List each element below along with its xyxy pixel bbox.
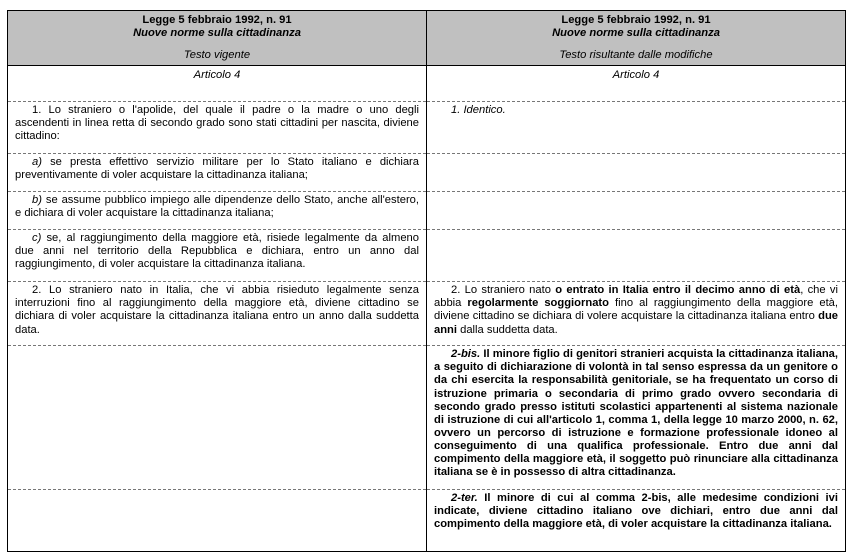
comma-2-bis-right: [427, 346, 846, 490]
table-row: [8, 102, 846, 154]
table-row: [8, 346, 846, 490]
letter-a-text: se presta effettivo servizio militare per lo Stato italiano e dichiara preventivamente di voler acquistare la cittadinanza italiana;: [15, 156, 419, 182]
comma-2-ter-text: Il minore di cui al comma 2-bis, alle medesime condizioni ivi indicate, diviene cittadino italiano ove dichiari, entro due anni dal compimento della maggiore età, di voler acquistare la cittadinanza italiana.: [434, 492, 838, 531]
column-label-left: Testo vigente: [183, 49, 251, 62]
comma-2-modified-text: [434, 284, 838, 336]
letter-b-label: b): [32, 194, 42, 207]
header-row: [8, 11, 846, 66]
header-left: [8, 11, 427, 66]
comma-2-ter-left: [8, 490, 427, 552]
table-row: [8, 192, 846, 230]
table-row: [8, 230, 846, 282]
letter-c-paragraph: [15, 232, 419, 271]
letter-b-left: [8, 192, 427, 230]
comma-1-right: [427, 102, 846, 154]
comma-2-left: [8, 282, 427, 346]
letter-c-left: [8, 230, 427, 282]
letter-b-text: se assume pubblico impiego alle dipendenze dello Stato, anche all'estero, e dichiara di voler acquistare la cittadinanza italiana;: [15, 194, 419, 220]
column-label-right: Testo risultante dalle modifiche: [559, 49, 713, 62]
comma-2-ter-right: [427, 490, 846, 552]
comma-2-text: 2. Lo straniero nato in Italia, che vi abbia risieduto legalmente senza interruzioni fino al raggiungimento della maggiore età, diviene cittadino se dichiara di voler acquistare la cittadinanza italiana entro un anno dalla suddetta data.: [15, 284, 419, 336]
article-heading-right: Articolo 4: [427, 66, 846, 102]
comma-2-bis-label: 2-bis.: [451, 348, 481, 361]
comma-2-part: , che vi abbia: [434, 284, 838, 310]
comma-1-text: 1. Lo straniero o l'apolide, del quale il padre o la madre o uno degli ascendenti in linea retta di secondo grado sono stati cittadini per nascita, diviene cittadino:: [15, 104, 419, 143]
letter-a-right: [427, 154, 846, 192]
comma-2-bis-left: [8, 346, 427, 490]
article-row: [8, 66, 846, 102]
letter-a-paragraph: [15, 156, 419, 182]
comma-2-bold-part: o entrato in Italia entro il decimo anno di età: [555, 284, 801, 297]
comma-2-part: dalla suddetta data.: [457, 323, 558, 336]
comparison-table-container: [7, 10, 845, 552]
law-title-right: Legge 5 febbraio 1992, n. 91: [561, 14, 711, 26]
comma-2-part: fino al raggiungimento della maggiore età, diviene cittadino se dichiara di volere acquistare la cittadinanza italiana entro: [434, 297, 839, 323]
law-subtitle-right: Nuove norme sulla cittadinanza: [552, 27, 720, 40]
comma-2-right: [427, 282, 846, 346]
comma-2-part: 2. Lo straniero nato: [451, 284, 556, 297]
letter-c-right: [427, 230, 846, 282]
comma-2-bold-part: regolarmente soggiornato: [467, 297, 609, 310]
comma-2-bold-part: due anni: [434, 310, 838, 336]
header-right: [427, 11, 846, 66]
comma-2-bis-paragraph: [434, 348, 838, 479]
comma-1-left: [8, 102, 427, 154]
table-row: [8, 282, 846, 346]
comma-2-ter-label: 2-ter.: [451, 492, 478, 505]
letter-b-paragraph: [15, 194, 419, 220]
article-heading-left: Articolo 4: [8, 66, 427, 102]
comma-2-bis-text: Il minore figlio di genitori stranieri acquista la cittadinanza italiana, a seguito di dichiarazione di volontà in tal senso espressa da un genitore o da chi esercita la responsabilità genitoriale, se ha frequentato un corso di istruzione primaria o secondaria di primo grado ovvero secondaria di secondo grado presso istituti scolastici appartenenti al sistema nazionale di istruzione di cui all'articolo 1, comma 1, della legge 10 marzo 2000, n. 62, ovvero un percorso di istruzione e formazione professionale idoneo al conseguimento di una qualifica professionale. Entro due anni dal compimento della maggiore età, il soggetto può rinunciare alla cittadinanza italiana se è in possesso di altra cittadinanza.: [434, 348, 838, 479]
table-row: [8, 154, 846, 192]
table-row: [8, 490, 846, 552]
letter-c-label: c): [32, 232, 42, 245]
law-title-left: Legge 5 febbraio 1992, n. 91: [142, 14, 292, 26]
comma-2-ter-paragraph: [434, 492, 838, 531]
law-subtitle-left: Nuove norme sulla cittadinanza: [133, 27, 301, 40]
letter-a-label: a): [32, 156, 42, 169]
letter-b-right: [427, 192, 846, 230]
comparison-table: [7, 10, 846, 552]
comma-1-identico: 1. Identico.: [451, 104, 506, 117]
letter-a-left: [8, 154, 427, 192]
letter-c-text: se, al raggiungimento della maggiore età, risiede legalmente da almeno due anni nel territorio della Repubblica e dichiara, entro un anno dal raggiungimento, di voler acquistare la cittadinanza italiana.: [15, 232, 419, 271]
